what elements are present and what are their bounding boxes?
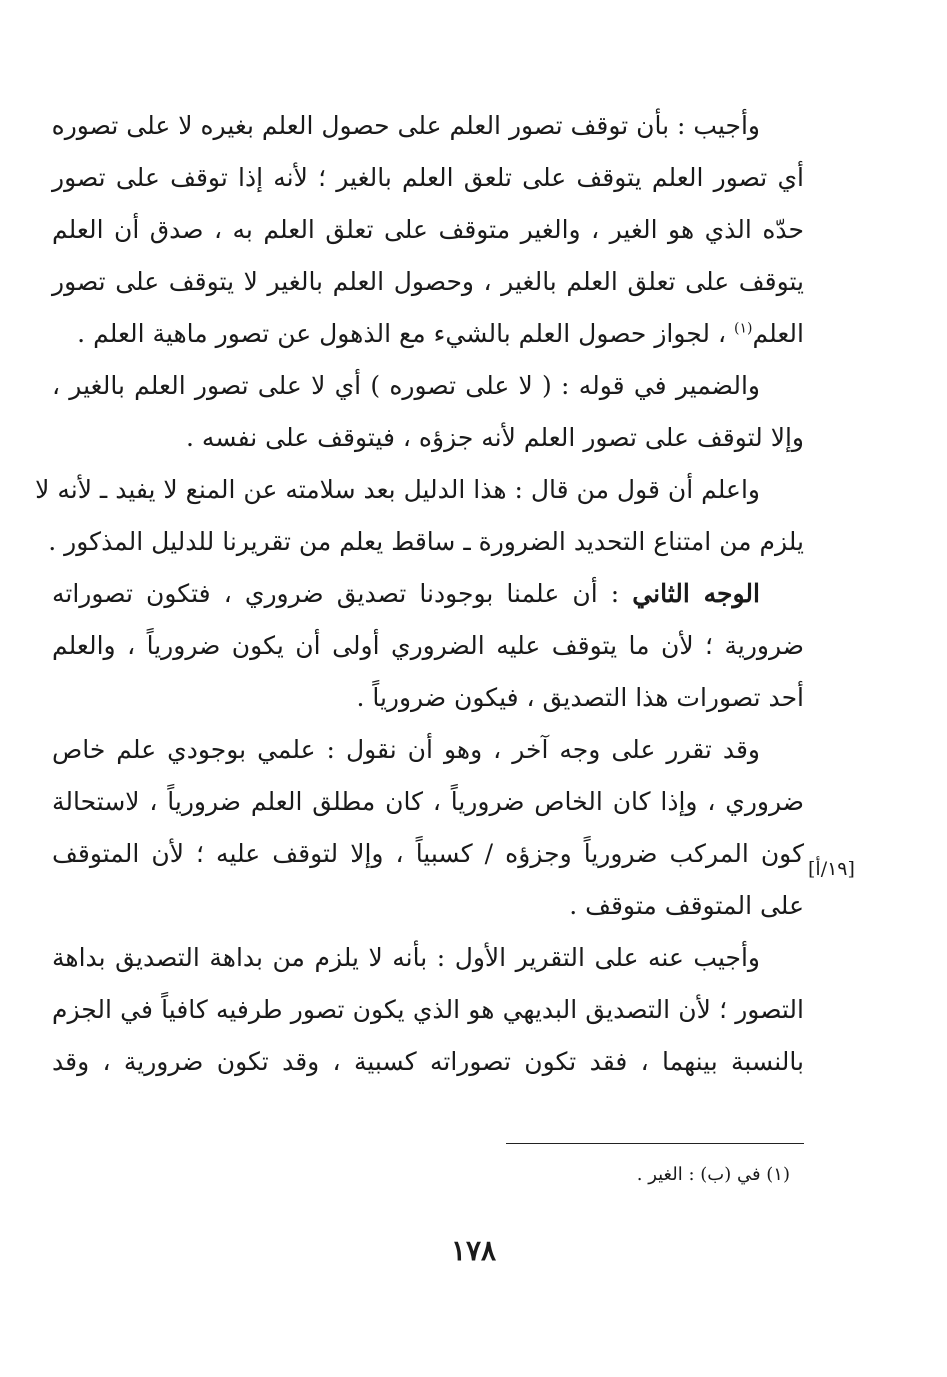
text-line: التصور ؛ لأن التصديق البديهي هو الذي يكون تصور طرفيه كافياً في الجزم (52, 995, 804, 1024)
text-line: كون المركب ضرورياً وجزؤه / كسبياً ، وإلا لتوقف عليه ؛ لأن المتوقف (52, 839, 804, 868)
page-number: ١٧٨ (450, 1234, 497, 1267)
text-line: يلزم من امتناع التحديد الضرورة ـ ساقط يعلم من تقريرنا للدليل المذكور . (48, 527, 804, 556)
text-line: وقد تقرر على وجه آخر ، وهو أن نقول : علمي بوجودي علم خاص (52, 735, 760, 764)
footnote: (١) في (ب) : الغير . (636, 1164, 790, 1185)
main-text (35, 100, 804, 1088)
text-line: وإلا لتوقف على تصور العلم لأنه جزؤه ، فيتوقف على نفسه . (186, 423, 804, 452)
text-line: ضروري ، وإذا كان الخاص ضرورياً ، كان مطلق العلم ضرورياً ، لاستحالة (52, 787, 804, 816)
text-line: واعلم أن قول من قال : هذا الدليل بعد سلامته عن المنع لا يفيد ـ لأنه لا (35, 475, 760, 504)
text-line: وأجيب عنه على التقرير الأول : بأنه لا يلزم من بداهة التصديق بداهة (52, 943, 760, 972)
footnote-marker: (١) (733, 320, 753, 337)
text-line: حدّه الذي هو الغير ، والغير متوقف على تعلق العلم به ، صدق أن العلم (52, 215, 804, 244)
text-line: ضرورية ؛ لأن ما يتوقف عليه الضروري أولى أن يكون ضرورياً ، والعلم (52, 631, 804, 660)
text-line (52, 568, 804, 620)
manuscript-folio-reference: [١٩/أ] (808, 858, 855, 880)
text-line: والضمير في قوله : ( لا على تصوره ) أي لا على تصور العلم بالغير ، (52, 371, 760, 400)
text-segment: ، لجواز حصول العلم بالشيء مع الذهول عن تصور ماهية العلم . (77, 319, 727, 348)
text-line: يتوقف على تعلق العلم بالغير ، وحصول العلم بالغير لا يتوقف على تصور (52, 267, 804, 296)
text-line: على المتوقف متوقف . (569, 891, 804, 920)
text-line: بالنسبة بينهما ، فقد تكون تصوراته كسبية ، وقد تكون ضرورية ، وقد (52, 1047, 804, 1076)
text-segment: : أن علمنا بوجودنا تصديق ضروري ، فتكون تصوراته (52, 579, 620, 608)
text-word: العلم (752, 319, 804, 348)
text-line (52, 308, 804, 360)
section-heading: الوجه الثاني (632, 579, 760, 608)
text-line: أحد تصورات هذا التصديق ، فيكون ضرورياً . (356, 683, 804, 712)
footnote-divider (506, 1143, 804, 1144)
text-line: أي تصور العلم يتوقف على تلعق العلم بالغير ؛ لأنه إذا توقف على تصور (52, 163, 804, 192)
text-line: وأجيب : بأن توقف تصور العلم على حصول العلم بغيره لا على تصوره (51, 111, 760, 140)
